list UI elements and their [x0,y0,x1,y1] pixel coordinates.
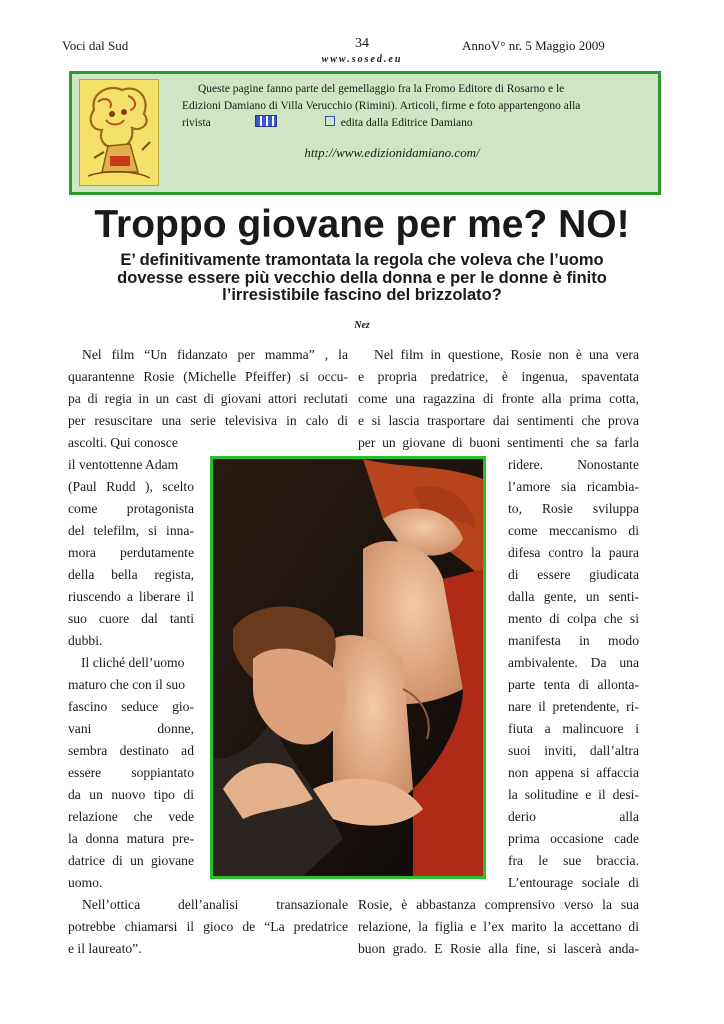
paragraph-line: del telefilm, si inna- [68,523,194,538]
info-box-text [182,81,602,132]
paragraph-line: suo cuore dal tanti [68,611,194,626]
info-line-1: Queste pagine fanno parte del gemellaggio fra la Fromo Editore di Rosarno e le [198,83,565,95]
paragraph-line: relazione che vede [68,809,194,824]
paragraph-line: ridere. Nonostante [508,457,639,472]
paragraph-line: della bella regista, [68,567,194,582]
paragraph-line: difesa contro la paura [508,545,639,560]
paragraph-line: l’amore sia ricambia- [508,479,639,494]
magazine-logo-icon [255,115,277,127]
paragraph-line: manifesta in modo [508,633,639,648]
paragraph-line: Il cliché dell’uomo [81,655,185,670]
paragraph-line: e il laureato”. [68,941,142,956]
paragraph-line: e si lascia trasportare dai sentimenti che prova [358,413,639,428]
paragraph-line: maturo che con il suo [68,677,186,692]
paragraph-line: riuscendo a liberare il [68,589,194,604]
paragraph-line: to, Rosie sviluppa [508,501,639,516]
subtitle-line: dovesse essere più vecchio della donna e per le donne è finito [117,268,607,287]
paragraph-line: la donna matura pre- [68,831,194,846]
paragraph-line: dalla gente, un senti- [508,589,639,604]
subtitle-line: l’irresistibile fascino del brizzolato? [222,286,502,304]
paragraph-line: ascolti. Qui conosce [68,435,178,450]
paragraph-line: nare il pretendente, ri- [508,699,639,714]
paragraph-line: quarantenne Rosie (Michelle Pfeiffer) si occu- [68,369,348,384]
square-icon [325,116,335,126]
info-line-3a: rivista [182,117,211,129]
paragraph-line: essere soppiantato [68,765,194,780]
paragraph-line: sembra destinato ad [68,743,194,758]
page-number: 34 [355,36,369,51]
right-column [358,344,639,960]
paragraph-line: il ventottenne Adam [68,457,179,472]
article-author: Nez [354,320,370,331]
paragraph-line: prima occasione cade [508,831,639,846]
paragraph-line: pa di regia in un cast di giovani attori reclutati [68,391,348,406]
paragraph-line: Nell’ottica dell’analisi transazionale [82,897,348,912]
article-subtitle [80,252,644,305]
publisher-url-link[interactable]: http://www.edizionidamiano.com/ [304,145,480,160]
article-title: Troppo giovane per me? NO! [94,203,630,246]
paragraph-line: Rosie, è abbastanza comprensivo verso la sua [358,897,639,912]
info-line-2: Edizioni Damiano di Villa Verucchio (Rimini). Articoli, firme e foto appartengono alla [182,100,581,112]
paragraph-line: buon grado. E Rosie alla fine, si lascerà anda- [358,941,639,956]
paragraph-line: parte tenta di allonta- [508,677,639,692]
paragraph-line: fiuta a malincuore i [508,721,639,736]
paragraph-line: di essere giudicata [508,567,639,582]
paragraph-line: mora perdutamente [68,545,194,560]
paragraph-line: per resuscitare una serie televisiva in calo di [68,413,348,428]
left-column [68,344,348,960]
info-line-3b: edita dalla Editrice Damiano [340,117,473,129]
paragraph-line: L’entourage sociale di [508,875,639,890]
paragraph-line: (Paul Rudd ), scelto [68,479,194,494]
subtitle-line: E’ definitivamente tramontata la regola che voleva che l’uomo [120,251,604,269]
paragraph-line: e propria predatrice, è ingenua, spaventata [358,369,639,384]
paragraph-line: datrice di un giovane [68,853,194,868]
paragraph-line: suoi inviti, dall’altra [508,743,639,758]
paragraph-line: fra le sue braccia. [508,853,639,868]
site-link[interactable]: www.sosed.eu [321,54,403,65]
paragraph-line: fascino seduce gio- [68,699,194,714]
issue-info: AnnoV° nr. 5 Maggio 2009 [462,38,605,53]
paragraph-line: dubbi. [68,633,103,648]
paragraph-line: ambivalente. Da una [508,655,639,670]
paragraph-line: uomo. [68,875,103,890]
mascot-logo [79,79,159,186]
paragraph-line: derio alla [508,809,639,824]
paragraph-line: come meccanismo di [508,523,639,538]
paragraph-line: potrebbe chiamarsi il gioco de “La predatrice [68,919,348,934]
paragraph-line: come una ragazzina di fronte alla prima cotta, [358,391,639,406]
paragraph-line: Nel film in questione, Rosie non è una vera [374,347,639,362]
paragraph-line: per un giovane di buoni sentimenti che sa farla [358,435,639,450]
paragraph-line: vani donne, [68,721,194,736]
paragraph-line: relazione, la figlia e l’ex marito la accettano di [358,919,639,934]
paragraph-line: come protagonista [68,501,194,516]
magazine-name: Voci dal Sud [62,38,129,53]
paragraph-line: da un nuovo tipo di [68,787,194,802]
paragraph-line: Nel film “Un fidanzato per mamma” , la [82,347,348,362]
paragraph-line: non appena si affaccia [508,765,639,780]
paragraph-line: mento di colpa che si [508,611,639,626]
mascot-logo-icon [80,80,158,185]
paragraph-line: la solitudine e il desi- [508,787,639,802]
